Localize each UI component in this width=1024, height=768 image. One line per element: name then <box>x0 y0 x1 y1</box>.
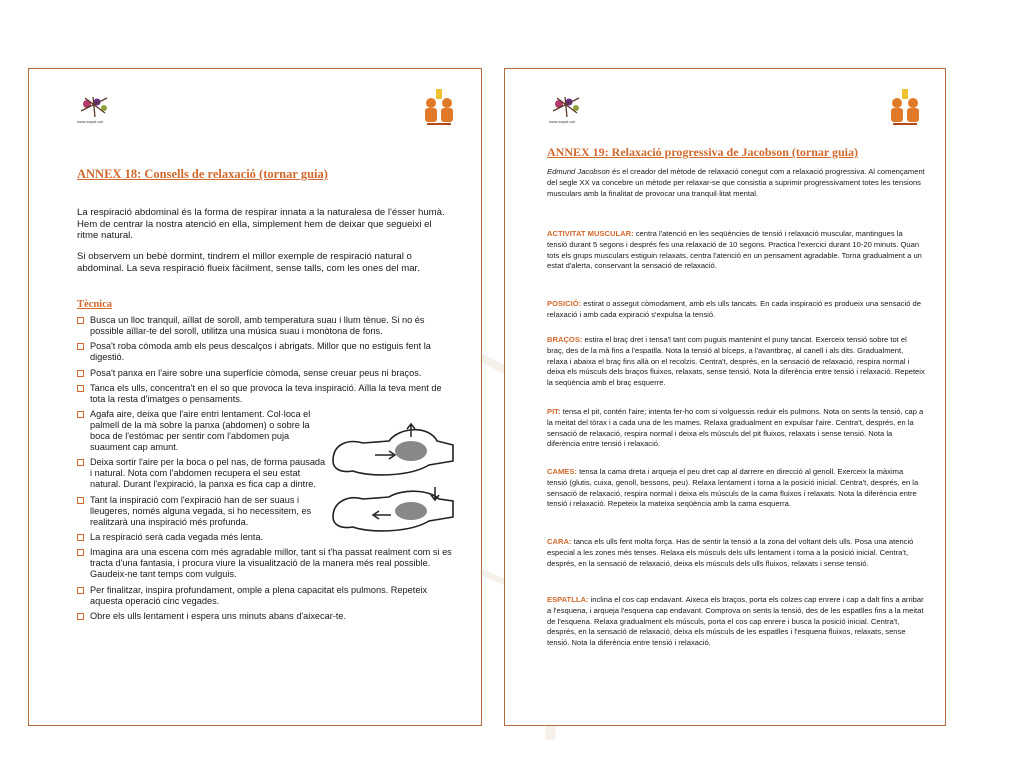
annex-19-title[interactable]: ANNEX 19: Relaxació progressiva de Jacobson (tornar guia) <box>547 145 858 159</box>
annex-18-title[interactable]: ANNEX 18: Consells de relaxació (tornar guia) <box>77 167 328 181</box>
list-item: La respiració serà cada vegada més lenta. <box>77 532 457 543</box>
section-face: CARA: tanca els ulls fent molta força. Has de sentir la tensió a la zona del voltant dels ulls. Posa una atenció especial a les zones més tenses. Relaxa els músculs dels ulls lentament i torna a la posició inicial. Centra't, després, en la sensació de relaxació, deixa els músculs dels ulls fluixos, relaxats i sense tensió. <box>547 537 914 568</box>
technique-heading: Tècnica <box>77 299 112 310</box>
sapat-logo <box>77 95 121 129</box>
list-item: Posa't panxa en l'aire sobre una superfície còmoda, sense creuar peus ni braços. <box>77 368 457 379</box>
section-position: POSICIÓ: estirat o assegut còmodament, amb els ulls tancats. En cada inspiració es produeix una sensació de relaxació i amb cada expiració s'expulsa la tensió. <box>547 299 921 319</box>
section-legs: CAMES: tensa la cama dreta i arqueja el peu dret cap al darrere en direcció al genoll. Exerceix la màxima tensió (glutis, cuixa, genoll, bessons, peu). Relaxa lentament i torna a la posició inicial. Centra't, després, en la sensació de relaxació, respira normal i deixa els músculs de la cama fluixos i relaxats. Nota la diferència entre tensió i relaxació. Repeteix la mateixa seqüència amb la cama esquerra. <box>547 467 919 509</box>
section-muscular-activity: ACTIVITAT MUSCULAR: centra l'atenció en les seqüències de tensió i relaxació muscular, mantingues la tensió durant 5 segons i després fes una relaxació de 10 segons. Practica l'exercici durant 10-20 minuts. Quan tots els grups musculars estiguin relaxats, centra l'atenció en un pensament agradable. Torna gradualment a un estat d'alerta, conservant la sensació de relaxació. <box>547 229 922 271</box>
intro-paragraph-1: La respiració abdominal és la forma de respirar innata a la naturalesa de l'ésser humà. Hem de centrar la nostra atenció en ella, simplement hem de deixar que segueixi el ritme natural. <box>77 207 445 242</box>
sapat-logo <box>549 95 593 129</box>
list-item: Per finalitzar, inspira profundament, omple a plena capacitat els pulmons. Repeteix aquesta operació cinc vegades. <box>77 585 457 607</box>
checkbox-bullet-icon <box>77 549 84 556</box>
family-logo-icon <box>419 89 459 127</box>
checkbox-bullet-icon <box>77 497 84 504</box>
section-shoulders: ESPATLLA: inclina el cos cap endavant. Aixeca els braços, porta els colzes cap enrere i cap a dalt fins a arribar a l'esquena, i arqueja l'esquena cap endavant. Comprova on sents la tensió, des de les espatlles fins a la meitat de l'esquena. Relaxa gradualment els músculs, porta el cos cap enrere i busca la posició inicial. Centra't, després, en la sensació de relaxació, deixa els músculs de les espatlles i l'esquena fluixos, relaxats, sense tensió. Nota la diferència entre tensió i relaxació. <box>547 595 924 648</box>
intro-paragraph-2: Si observem un bebè dormint, tindrem el millor exemple de respiració natural o abdominal. La seva respiració flueix fàcilment, sense talls, com les ones del mar. <box>77 251 420 274</box>
checkbox-bullet-icon <box>77 385 84 392</box>
checkbox-bullet-icon <box>77 534 84 541</box>
intro-paragraph: Edmund Jacobson és el creador del mètode de relaxació conegut com a relaxació progressiva. Al començament del segle XX va concebre un mètode per relaxar-se que consistia a suprimir progressivament totes les tensions musculars amb la finalitat de provocar una tranquil·litat mental. <box>547 167 925 198</box>
document-page-annex-19 <box>504 68 946 726</box>
flower-logo-icon <box>77 95 113 119</box>
checkbox-bullet-icon <box>77 411 84 418</box>
checkbox-bullet-icon <box>77 459 84 466</box>
flower-logo-icon <box>549 95 585 119</box>
checkbox-bullet-icon <box>77 613 84 620</box>
family-logo-icon <box>885 89 925 127</box>
checkbox-bullet-icon <box>77 587 84 594</box>
logo-url: www.sapat.cat <box>77 119 103 124</box>
checkbox-bullet-icon <box>77 317 84 324</box>
list-item: Deixa sortir l'aire per la boca o pel nas, de forma pausada i natural. Nota com l'abdomen recupera el seu estat natural. Durant l'expiració, la panxa es fica cap a dintre. <box>77 457 327 490</box>
list-item: Agafa aire, deixa que l'aire entri lentament. Col·loca el palmell de la mà sobre la panxa (abdomen) o sobre la boca de l'estómac per sentir com l'abdomen puja suaument cap amunt. <box>77 409 327 453</box>
breathing-illustration-icon <box>329 421 459 541</box>
list-item: Posa't roba còmoda amb els peus descalços i abrigats. Millor que no estiguis fent la digestió. <box>77 341 457 363</box>
logo-url: www.sapat.cat <box>549 119 575 124</box>
list-item: Busca un lloc tranquil, aïllat de soroll, amb temperatura suau i llum tènue. Si no és possible aïllar-te del soroll, utilitza una música suau i monòtona de fons. <box>77 315 457 337</box>
list-item: Tant la inspiració com l'expiració han de ser suaus i lleugeres, només alguna vegada, si ho necessitem, es realitzarà una inspiració més profunda. <box>77 495 327 528</box>
document-page-annex-18 <box>28 68 482 726</box>
checkbox-bullet-icon <box>77 370 84 377</box>
section-arms: BRAÇOS: estira el braç dret i tensa'l tant com puguis mantenint el puny tancat. Exerceix tensió sobre tot el braç, des de la mà fins a l'espatlla. Nota la tensió al bíceps, a l'avantbraç, al canell i als dits. Gradualment, relaxa i abaixa el braç fins allà on el recolzis. Centra't, després, en la sensació de relaxació, respira normal i deixa els músculs dels braços fluixos, relaxats, sense tensió. Nota la diferència entre tensió i relaxació. Repeteix la seqüència amb el braç esquerre. <box>547 335 925 388</box>
section-chest: PIT: tensa el pit, contén l'aire; intenta fer-ho com si volguessis reduir els pulmons. Nota on sents la tensió, cap a la meitat del tòrax i a cada una de les mames. Relaxa gradualment en expulsar l'aire. Centra't, després, en la sensació de relaxació, respira normal i deixa els músculs del pit fluixos, relaxats i sense tensió. Nota la diferència entre tensió i relaxació. <box>547 407 924 449</box>
list-item: Obre els ulls lentament i espera uns minuts abans d'aixecar-te. <box>77 611 457 622</box>
list-item: Tanca els ulls, concentra't en el so que provoca la teva inspiració. Aïlla la teva ment de tota la resta d'imatges o pensaments. <box>77 383 457 405</box>
list-item: Imagina ara una escena com més agradable millor, tant si t'ha passat realment com si es tracta d'una fantasia, i procura viure la visualització de la manera més real possible. Gaudeix-ne tant temps com vulguis. <box>77 547 457 580</box>
checkbox-bullet-icon <box>77 343 84 350</box>
